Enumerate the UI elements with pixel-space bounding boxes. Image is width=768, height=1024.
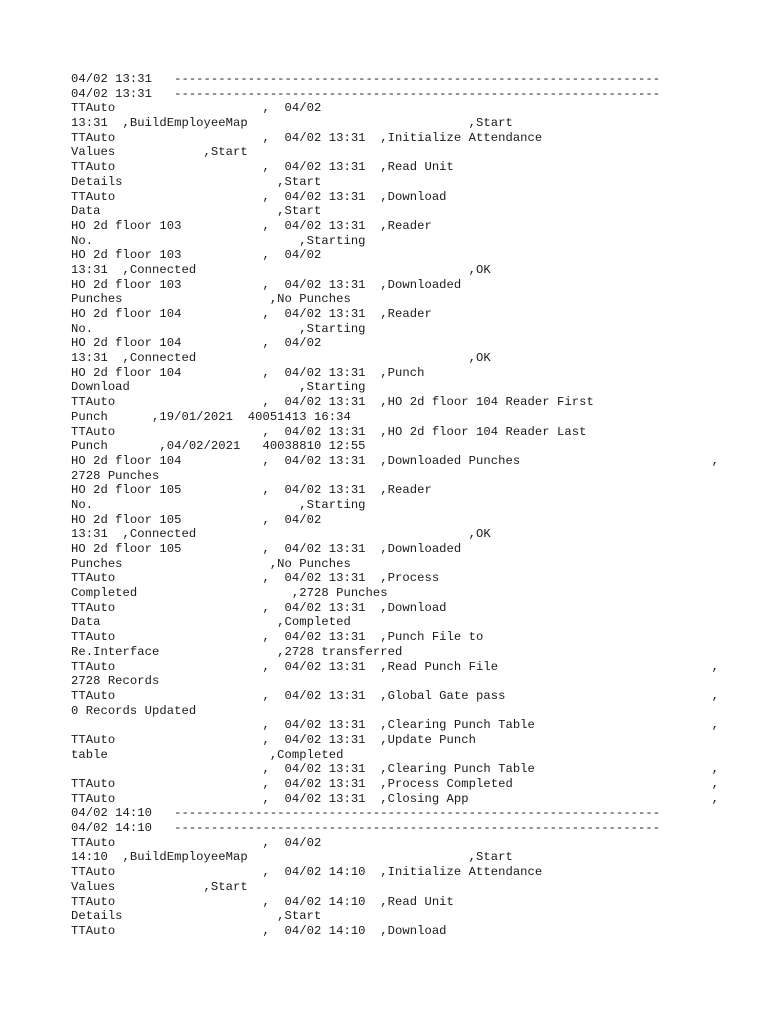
log-line: 2728 Records: [71, 674, 160, 689]
log-line: Completed ,2728 Punches: [71, 586, 388, 601]
log-line: TTAuto , 04/02 13:31 ,Process: [71, 571, 440, 586]
log-line: TTAuto , 04/02 14:10 ,Download: [71, 923, 447, 938]
log-line: TTAuto , 04/02: [71, 101, 322, 116]
log-line: 13:31 ,Connected ,OK: [71, 527, 491, 542]
log-line: , 04/02 13:31 ,Clearing Punch Table ,: [71, 762, 720, 777]
log-line: TTAuto , 04/02 14:10 ,Initialize Attendance: [71, 865, 543, 880]
log-line: HO 2d floor 104 , 04/02: [71, 336, 322, 351]
log-line: TTAuto , 04/02 13:31 ,Download: [71, 600, 447, 615]
log-line: Data ,Completed: [71, 615, 351, 630]
log-line: Punches ,No Punches: [71, 292, 351, 307]
log-document: [71, 72, 720, 939]
log-line: 0 Records Updated: [71, 703, 197, 718]
log-line: 2728 Punches: [71, 468, 160, 483]
log-line: TTAuto , 04/02 13:31 ,Initialize Attendance: [71, 130, 543, 145]
log-line: 13:31 ,BuildEmployeeMap ,Start: [71, 116, 513, 131]
log-line: TTAuto , 04/02: [71, 835, 322, 850]
log-line: 04/02 13:31 ------------------------------------------------------------------: [71, 86, 661, 101]
log-line: Download ,Starting: [71, 380, 366, 395]
log-line: 14:10 ,BuildEmployeeMap ,Start: [71, 850, 513, 865]
log-line: table ,Completed: [71, 747, 344, 762]
log-line: HO 2d floor 103 , 04/02 13:31 ,Downloaded: [71, 277, 462, 292]
log-line: Values ,Start: [71, 145, 248, 160]
log-line: Re.Interface ,2728 transferred: [71, 644, 403, 659]
log-line: 04/02 13:31 ------------------------------------------------------------------: [71, 72, 661, 86]
log-line: Details ,Start: [71, 174, 322, 189]
log-line: No. ,Starting: [71, 233, 366, 248]
log-line: TTAuto , 04/02 13:31 ,HO 2d floor 104 Reader Last: [71, 424, 587, 439]
log-line: HO 2d floor 104 , 04/02 13:31 ,Punch: [71, 365, 425, 380]
log-line: No. ,Starting: [71, 497, 366, 512]
log-line: TTAuto , 04/02 13:31 ,HO 2d floor 104 Reader First: [71, 395, 594, 410]
log-line: Punch ,04/02/2021 40038810 12:55: [71, 439, 366, 454]
log-line: HO 2d floor 103 , 04/02: [71, 248, 322, 263]
log-line: TTAuto , 04/02 13:31 ,Global Gate pass ,: [71, 688, 720, 703]
log-line: Punch ,19/01/2021 40051413 16:34: [71, 409, 351, 424]
log-line: HO 2d floor 105 , 04/02: [71, 512, 322, 527]
log-line: HO 2d floor 104 , 04/02 13:31 ,Reader: [71, 307, 432, 321]
log-line: 04/02 14:10 ------------------------------------------------------------------: [71, 806, 661, 821]
log-line: Values ,Start: [71, 879, 248, 894]
log-line: HO 2d floor 105 , 04/02 13:31 ,Reader: [71, 483, 432, 498]
log-line: TTAuto , 04/02 13:31 ,Closing App ,: [71, 791, 720, 806]
log-line: HO 2d floor 105 , 04/02 13:31 ,Downloaded: [71, 542, 462, 556]
log-line: No. ,Starting: [71, 321, 366, 336]
log-line: 13:31 ,Connected ,OK: [71, 262, 491, 277]
log-line: TTAuto , 04/02 13:31 ,Update Punch: [71, 732, 477, 747]
log-line: Punches ,No Punches: [71, 556, 351, 571]
log-line: TTAuto , 04/02 13:31 ,Download: [71, 189, 447, 204]
log-line: TTAuto , 04/02 13:31 ,Punch File to: [71, 630, 484, 645]
log-line: HO 2d floor 103 , 04/02 13:31 ,Reader: [71, 218, 432, 233]
log-line: Details ,Start: [71, 909, 322, 924]
log-line: 13:31 ,Connected ,OK: [71, 351, 491, 366]
log-line: , 04/02 13:31 ,Clearing Punch Table ,: [71, 718, 720, 733]
log-line: TTAuto , 04/02 13:31 ,Read Unit: [71, 160, 454, 175]
log-line: TTAuto , 04/02 13:31 ,Process Completed ,: [71, 777, 720, 791]
log-line: TTAuto , 04/02 13:31 ,Read Punch File ,: [71, 659, 720, 674]
log-line: HO 2d floor 104 , 04/02 13:31 ,Downloaded Punches ,: [71, 453, 720, 468]
log-line: Data ,Start: [71, 204, 322, 219]
log-line: 04/02 14:10 ------------------------------------------------------------------: [71, 821, 661, 836]
log-line: TTAuto , 04/02 14:10 ,Read Unit: [71, 894, 454, 909]
